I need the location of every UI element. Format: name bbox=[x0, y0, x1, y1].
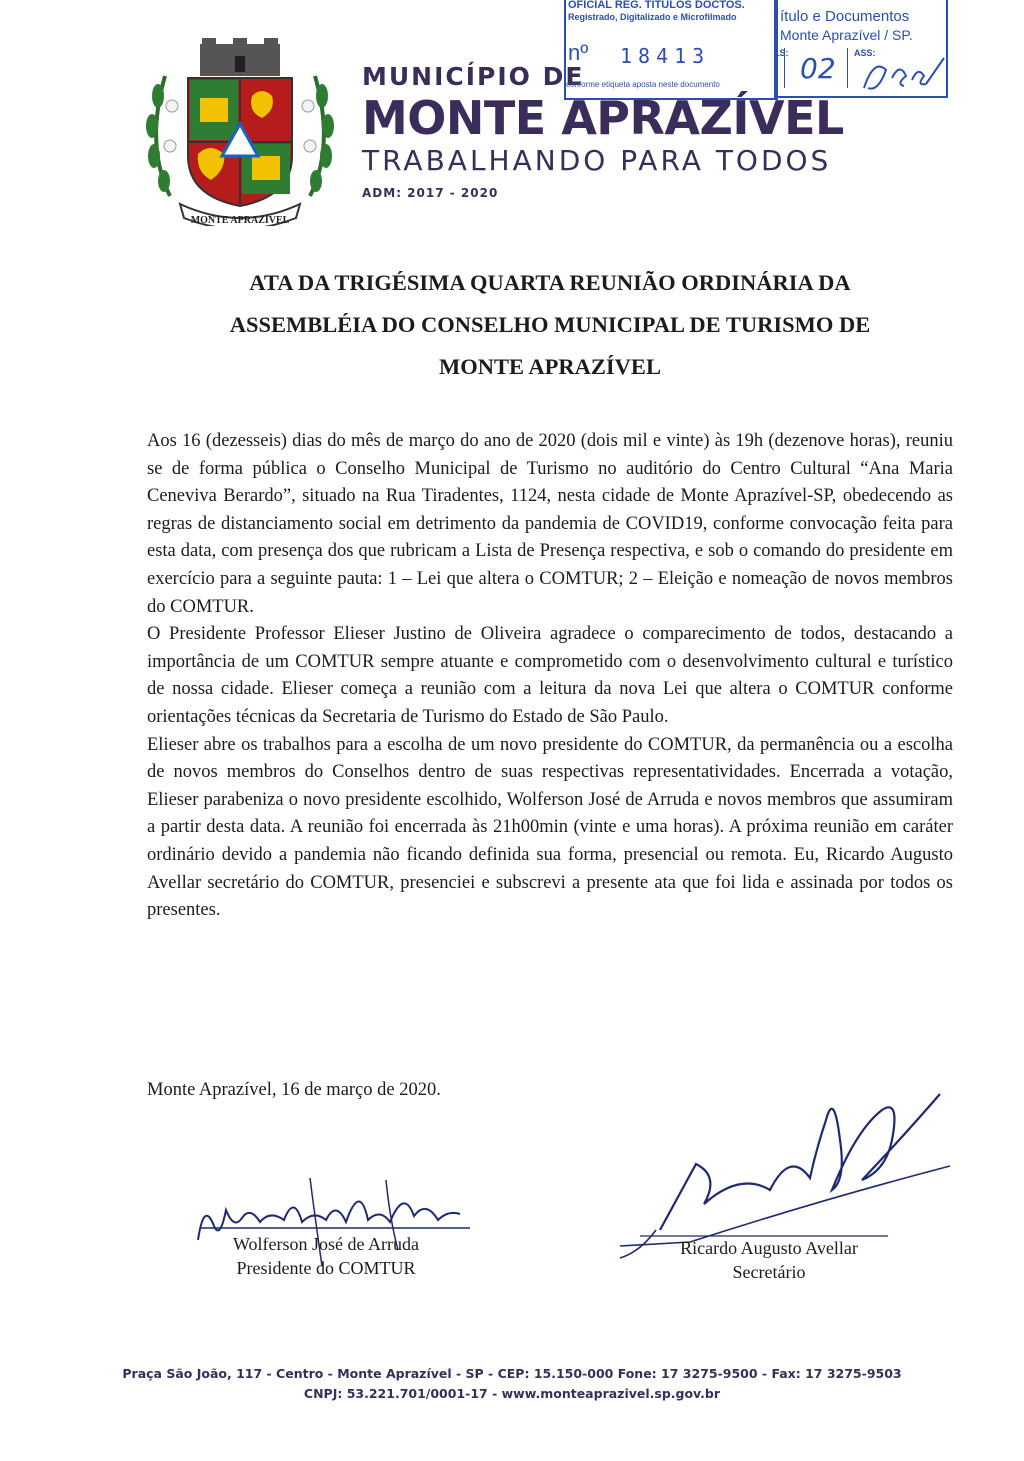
stamp-number-label: nº bbox=[568, 40, 589, 65]
title-line-3: MONTE APRAZÍVEL bbox=[439, 354, 661, 379]
stamp-number: 18413 bbox=[620, 44, 711, 68]
minutes-title bbox=[100, 262, 1000, 388]
place-and-date: Monte Aprazível, 16 de março de 2020. bbox=[147, 1080, 441, 1100]
stamp-office-name: OFICIAL REG. TITULOS DOCTOS. bbox=[568, 0, 745, 11]
stamp-registry-city: Monte Aprazível / SP. bbox=[780, 27, 913, 43]
secretary-signatory bbox=[634, 1236, 904, 1284]
footer-address: Praça São João, 117 - Centro - Monte Aprazível - SP - CEP: 15.150-000 Fone: 17 3275-9500 - Fax: 17 3275-9503 bbox=[122, 1366, 902, 1381]
stamp-initials-signature bbox=[856, 48, 946, 98]
crest-banner-text: MONTE APRAZÍVEL bbox=[190, 215, 290, 226]
paragraph-president-remarks: O Presidente Professor Elieser Justino de Oliveira agradece o comparecimento de todos, destacando a importância de um COMTUR sempre atuante e comprometido com o desenvolvimento cultural e turístico de nossa cidade. Elieser começa a reunião com a leitura da nova Lei que altera o COMTUR conforme orientações técnicas da Secretaria de Turismo do Estado de São Paulo. bbox=[147, 624, 953, 727]
municipality-label: MUNICÍPIO DE bbox=[362, 62, 585, 91]
letterhead-footer bbox=[100, 1364, 924, 1404]
stamp-ass-label: ASS: bbox=[854, 48, 876, 58]
president-signatory bbox=[196, 1232, 456, 1280]
president-role: Presidente do COMTUR bbox=[236, 1258, 416, 1278]
stamp-registry-title: ítulo e Documentos bbox=[780, 8, 910, 25]
stamp-label-note: conforme etiqueta aposta neste documento bbox=[566, 80, 720, 89]
stamp-registered-text: Registrado, Digitalizado e Microfilmado bbox=[568, 12, 737, 22]
minutes-body bbox=[147, 428, 953, 925]
municipal-crest-icon bbox=[140, 36, 340, 226]
footer-cnpj-website: CNPJ: 53.221.701/0001-17 - www.monteaprazivel.sp.gov.br bbox=[303, 1386, 721, 1401]
municipality-name: MONTE APRAZÍVEL bbox=[362, 91, 844, 145]
registry-stamp bbox=[556, 0, 946, 96]
paragraph-election: Elieser abre os trabalhos para a escolha de um novo presidente do COMTUR, da permanência ou a escolha de novos membros do Conselhos dentro de suas respectivas representatividades. Encerrada a votação, Elieser parabeniza o novo presidente escolhido, Wolferson José de Arruda e novos membros que assumiram a partir desta data. A reunião foi encerrada às 21h00min (vinte e uma horas). A próxima reunião em caráter ordinário devido a pandemia não ficando definida sua forma, presencial ou remota. Eu, Ricardo Augusto Avellar secretário do COMTUR, presenciei e subscrevi a presente ata que foi lida e assinada por todos os presentes. bbox=[147, 734, 953, 921]
paragraph-opening: Aos 16 (dezesseis) dias do mês de março do ano de 2020 (dois mil e vinte) às 19h (dezenove horas), reuniu se de forma pública o Conselho Municipal de Turismo no auditório do Centro Cultural “Ana Maria Ceneviva Berardo”, situado na Rua Tiradentes, 1124, nesta cidade de Monte Aprazível-SP, obedecendo as regras de distanciamento social em detrimento da pandemia de COVID19, conforme convocação feita para esta data, com presença dos que rubricam a Lista de Presença respectiva, e sob o comando do presidente em exercício para a seguinte pauta: 1 – Lei que altera o COMTUR; 2 – Eleição e nomeação de novos membros do COMTUR. bbox=[147, 431, 953, 617]
title-line-2: ASSEMBLÉIA DO CONSELHO MUNICIPAL DE TURISMO DE bbox=[229, 312, 871, 337]
secretary-name: Ricardo Augusto Avellar bbox=[680, 1238, 858, 1258]
stamp-ls-label: LS: bbox=[774, 48, 789, 58]
stamp-sheet-number: 02 bbox=[800, 52, 836, 85]
municipality-slogan: TRABALHANDO PARA TODOS bbox=[362, 144, 832, 177]
president-name: Wolferson José de Arruda bbox=[232, 1234, 419, 1254]
secretary-role: Secretário bbox=[732, 1262, 806, 1282]
administration-period: ADM: 2017 - 2020 bbox=[362, 186, 499, 200]
title-line-1: ATA DA TRIGÉSIMA QUARTA REUNIÃO ORDINÁRIA DA bbox=[249, 270, 851, 295]
